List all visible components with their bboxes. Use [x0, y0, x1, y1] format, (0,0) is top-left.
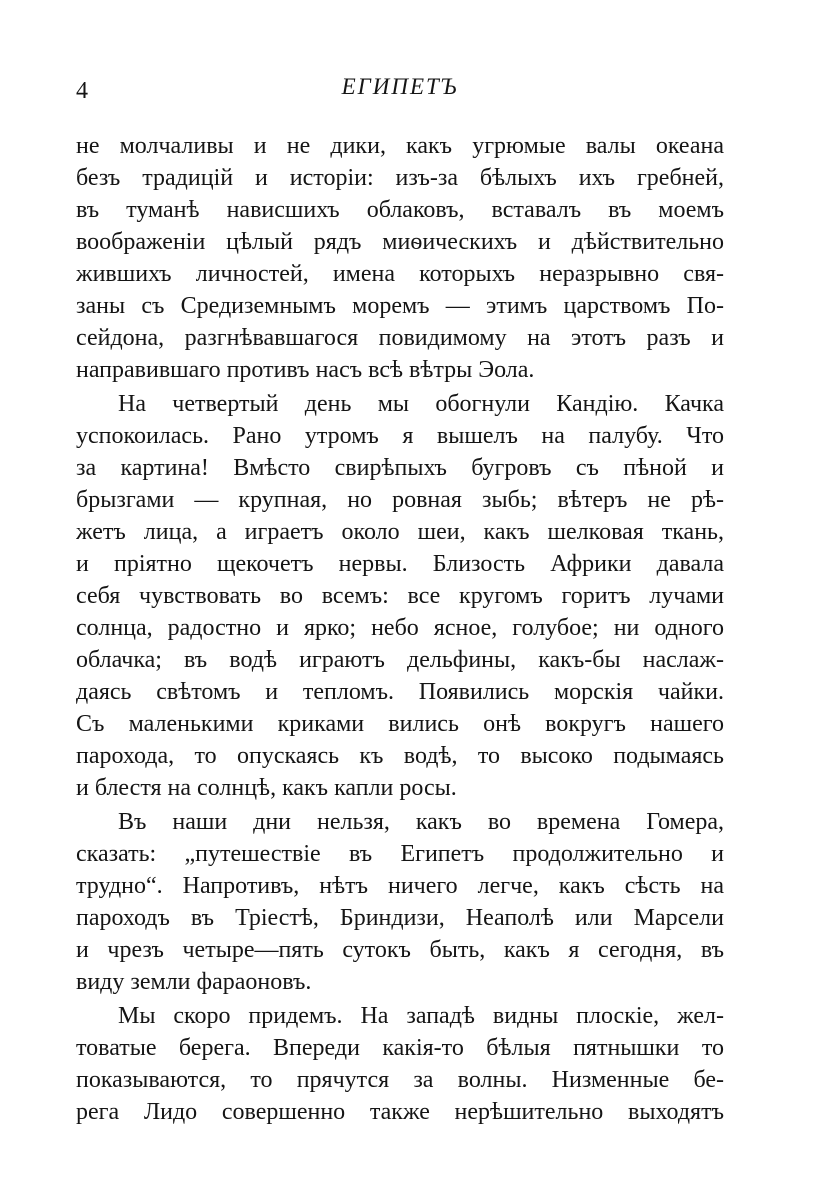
text-line: Въ наши дни нельзя, какъ во времена Гомера, [118, 809, 724, 835]
text-line: сказать: „путешествіе въ Египетъ продолжительно и [76, 841, 724, 867]
text-line: рега Лидо совершенно также нерѣшительно выходятъ [76, 1099, 724, 1125]
text-line: жетъ лица, а играетъ около шеи, какъ шелковая ткань, [76, 519, 724, 545]
text-line: безъ традицій и исторіи: изъ-за бѣлыхъ ихъ гребней, [76, 165, 724, 191]
paragraph [76, 806, 724, 998]
body-text [76, 130, 724, 1128]
text-line: Мы скоро придемъ. На западѣ видны плоскіе, жел- [118, 1003, 724, 1029]
text-line: въ туманѣ нависшихъ облаковъ, вставалъ въ моемъ [76, 197, 724, 223]
text-line: брызгами — крупная, но ровная зыбь; вѣтеръ не рѣ- [76, 487, 724, 513]
text-line: жившихъ личностей, имена которыхъ неразрывно свя- [76, 261, 724, 287]
page-header [76, 74, 724, 104]
text-line: виду земли фараоновъ. [76, 969, 312, 995]
text-line: пароходъ въ Тріестѣ, Бриндизи, Неаполѣ или Марсели [76, 905, 724, 931]
text-line: сейдона, разгнѣвавшагося повидимому на этотъ разъ и [76, 325, 724, 351]
text-line: солнца, радостно и ярко; небо ясное, голубое; ни одного [76, 615, 724, 641]
text-line: и чрезъ четыре—пять сутокъ быть, какъ я сегодня, въ [76, 937, 724, 963]
text-line: Съ маленькими криками вились онѣ вокругъ нашего [76, 711, 724, 737]
text-line: На четвертый день мы обогнули Кандію. Качка [118, 391, 724, 417]
text-line: за картина! Вмѣсто свирѣпыхъ бугровъ съ пѣной и [76, 455, 724, 481]
paragraph [76, 130, 724, 386]
text-line: и блестя на солнцѣ, какъ капли росы. [76, 775, 457, 801]
text-line: себя чувствовать во всемъ: все кругомъ горитъ лучами [76, 583, 724, 609]
text-line: показываются, то прячутся за волны. Низменные бе- [76, 1067, 724, 1093]
text-line: парохода, то опускаясь къ водѣ, то высоко подымаясь [76, 743, 724, 769]
text-line: успокоилась. Рано утромъ я вышелъ на палубу. Что [76, 423, 724, 449]
text-line: не молчаливы и не дики, какъ угрюмые валы океана [76, 133, 724, 159]
paragraph [76, 1000, 724, 1128]
text-line: заны съ Средиземнымъ моремъ — этимъ царствомъ По- [76, 293, 724, 319]
text-line: трудно“. Напротивъ, нѣтъ ничего легче, какъ сѣсть на [76, 873, 724, 899]
text-line: воображеніи цѣлый рядъ миѳическихъ и дѣйствительно [76, 229, 724, 255]
text-line: даясь свѣтомъ и тепломъ. Появились морскія чайки. [76, 679, 724, 705]
text-line: и пріятно щекочетъ нервы. Близость Африки давала [76, 551, 724, 577]
paragraph [76, 388, 724, 804]
text-line: облачка; въ водѣ играютъ дельфины, какъ-бы наслаж- [76, 647, 724, 673]
text-line: товатые берега. Впереди какія-то бѣлыя пятнышки то [76, 1035, 724, 1061]
page-number: 4 [76, 78, 88, 104]
running-title: ЕГИПЕТЪ [341, 74, 459, 99]
text-line: направившаго противъ насъ всѣ вѣтры Эола. [76, 357, 535, 383]
